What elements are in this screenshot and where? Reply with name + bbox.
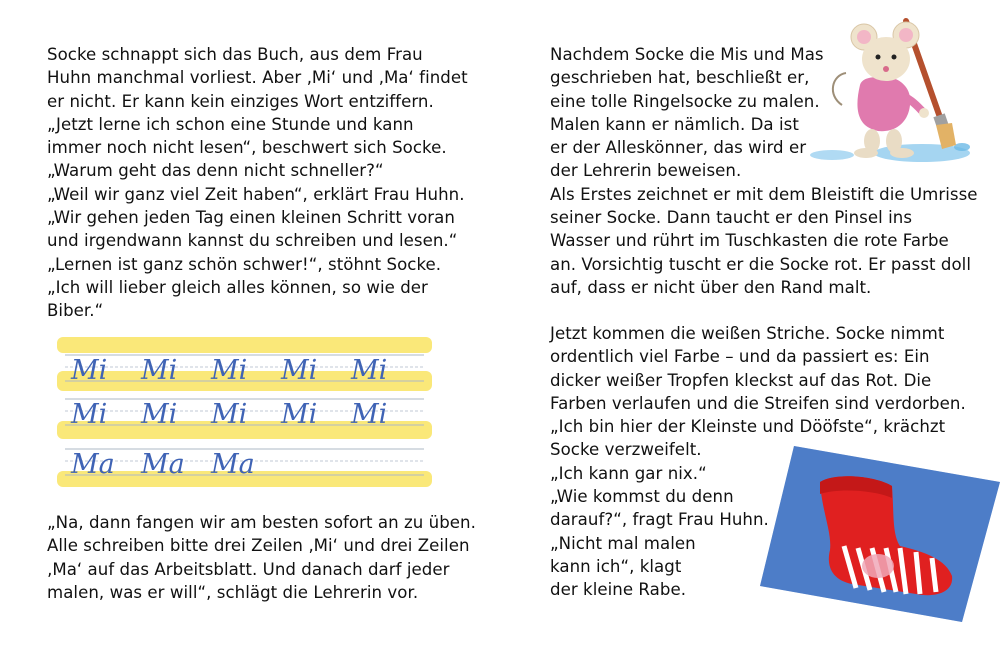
- text-line: Nachdem Socke die Mis und Mas: [550, 45, 824, 64]
- handwritten-word: Mi: [71, 399, 108, 430]
- highlight-band: [57, 337, 432, 353]
- text-line: Alle schreiben bitte drei Zeilen ‚Mi‘ und drei Zeilen: [47, 536, 470, 556]
- text-line: an. Vorsichtig tuscht er die Socke rot. Er passt doll: [550, 254, 972, 274]
- text-line: ‚Ma‘ auf das Arbeitsblatt. Und danach darf jeder: [47, 559, 450, 579]
- text-line: Huhn manchmal vorliest. Aber ‚Mi‘ und ‚Ma‘ findet: [47, 68, 468, 88]
- handwriting-worksheet: [57, 337, 432, 489]
- mouse-foot-left: [854, 148, 878, 158]
- handwritten-word: Mi: [141, 355, 178, 386]
- text-line: malen, was er will“, schlägt die Lehrerin vor.: [47, 582, 419, 602]
- text-line: Socke schnappt sich das Buch, aus dem Frau: [47, 45, 423, 64]
- text-line: und irgendwann kannst du schreiben und lesen.“: [47, 231, 458, 251]
- text-line: geschrieben hat, beschließt er,: [550, 68, 810, 88]
- text-line: kann ich“, klagt: [550, 556, 682, 576]
- text-line: der Lehrerin beweisen.: [550, 161, 742, 181]
- handwritten-word: Mi: [281, 355, 318, 386]
- text-line: Als Erstes zeichnet er mit dem Bleistift die Umrisse: [550, 184, 978, 204]
- text-line: seiner Socke. Dann taucht er den Pinsel ins: [550, 208, 913, 228]
- handwritten-word: Ma: [71, 449, 115, 480]
- text-line: immer noch nicht lesen“, beschwert sich Socke.: [47, 138, 447, 158]
- handwritten-word: Mi: [351, 355, 388, 386]
- water-drop: [954, 143, 970, 151]
- mouse-nose: [883, 66, 889, 72]
- text-line: „Na, dann fangen wir am besten sofort an zu üben.: [47, 513, 476, 532]
- text-line: darauf?“, fragt Frau Huhn.: [550, 510, 769, 530]
- text-line: „Ich bin hier der Kleinste und Dööfste“, krächzt: [550, 417, 946, 437]
- text-line: „Ich kann gar nix.“: [550, 463, 707, 483]
- text-line: auf, dass er nicht über den Rand malt.: [550, 277, 872, 297]
- mouse-hand: [919, 108, 929, 118]
- mouse-head: [862, 37, 910, 81]
- left-paragraph-2: [47, 511, 476, 604]
- text-line: Jetzt kommen die weißen Striche. Socke nimmt: [550, 324, 945, 343]
- water-puddle-small: [810, 150, 854, 160]
- painting-mouse-illustration: [802, 15, 980, 167]
- text-line: der kleine Rabe.: [550, 580, 687, 600]
- text-line: ordentlich viel Farbe – und da passiert es: Ein: [550, 347, 930, 367]
- text-line: Farben verlaufen und die Streifen sind verdorben.: [550, 393, 966, 413]
- text-line: „Ich will lieber gleich alles können, so wie der: [47, 277, 428, 297]
- text-line: „Weil wir ganz viel Zeit haben“, erklärt Frau Huhn.: [47, 184, 465, 204]
- text-line: „Jetzt lerne ich schon eine Stunde und kann: [47, 114, 414, 134]
- text-line: er der Alleskönner, das wird er: [550, 138, 807, 158]
- text-line: eine tolle Ringelsocke zu malen.: [550, 91, 820, 111]
- handwritten-word: Mi: [211, 355, 248, 386]
- text-line: Malen kann er nämlich. Da ist: [550, 114, 799, 134]
- handwritten-word: Mi: [281, 399, 318, 430]
- mouse-eye-right: [892, 55, 897, 60]
- mouse-body: [857, 77, 910, 131]
- text-line: Socke verzweifelt.: [550, 440, 702, 460]
- handwritten-word: Mi: [71, 355, 108, 386]
- text-line: „Lernen ist ganz schön schwer!“, stöhnt Socke.: [47, 254, 442, 274]
- handwritten-word: Mi: [141, 399, 178, 430]
- mouse-ear-inner-left: [857, 30, 871, 44]
- text-line: dicker weißer Tropfen kleckst auf das Rot. Die: [550, 370, 932, 390]
- handwritten-word: Ma: [211, 449, 255, 480]
- right-page: [500, 0, 1003, 648]
- text-line: Biber.“: [47, 301, 104, 321]
- mouse-tail: [833, 73, 846, 105]
- mouse-foot-right: [890, 148, 914, 158]
- left-paragraph-1: [47, 43, 468, 323]
- handwritten-word: Ma: [141, 449, 185, 480]
- text-line: „Warum geht das denn nicht schneller?“: [47, 161, 384, 181]
- left-page: [0, 0, 500, 648]
- mouse-ear-inner-right: [899, 28, 913, 42]
- handwritten-word: Mi: [351, 399, 388, 430]
- text-line: „Wie kommst du denn: [550, 487, 734, 507]
- handwritten-word: Mi: [211, 399, 248, 430]
- painted-sock-illustration: [756, 442, 1002, 624]
- mouse-eye-left: [876, 55, 881, 60]
- text-line: Wasser und rührt im Tuschkasten die rote Farbe: [550, 231, 949, 251]
- text-line: er nicht. Er kann kein einziges Wort entziffern.: [47, 91, 434, 111]
- paint-blot: [862, 554, 894, 578]
- text-line: „Wir gehen jeden Tag einen kleinen Schritt voran: [47, 208, 455, 228]
- text-line: „Nicht mal malen: [550, 533, 696, 553]
